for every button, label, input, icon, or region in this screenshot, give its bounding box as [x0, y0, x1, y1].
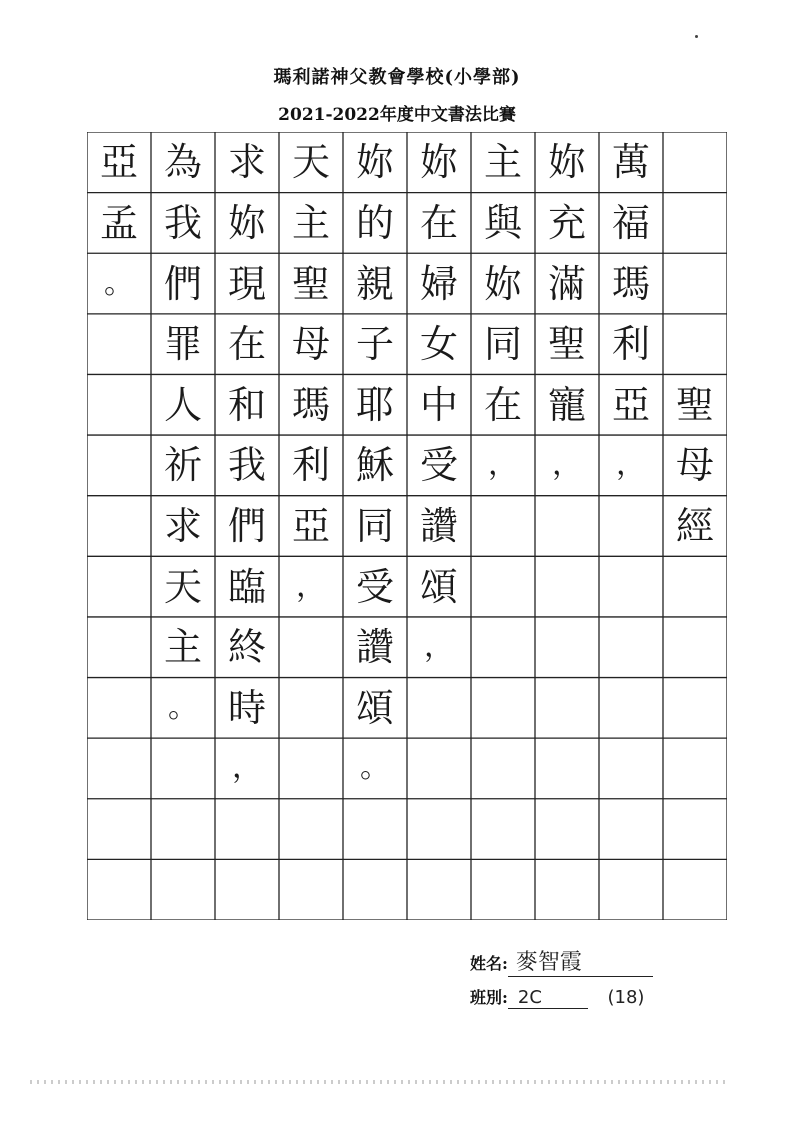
grid-character: 我	[227, 443, 266, 488]
grid-character: 母	[675, 443, 714, 488]
grid-character: 福	[611, 200, 650, 245]
grid-character: 天	[291, 140, 330, 185]
class-value: 2C	[517, 987, 542, 1008]
grid-character: 滿	[547, 261, 586, 306]
grid-character: 妳	[355, 140, 394, 185]
grid-character: 孟	[99, 200, 138, 245]
class-underline	[508, 987, 588, 1009]
grid-character: 人	[163, 382, 202, 427]
grid-character: 瑪	[291, 382, 330, 427]
grid-character: 。	[104, 265, 134, 301]
grid-character: 同	[483, 322, 522, 367]
grid-character: ，	[232, 750, 262, 786]
grid-character: ，	[488, 447, 518, 483]
grid-character: 女	[419, 322, 458, 367]
grid-character: 祈	[163, 443, 202, 488]
grid-character: 我	[163, 200, 202, 245]
grid-character: 寵	[547, 382, 586, 427]
grid-character: 同	[355, 503, 394, 548]
writing-grid	[87, 132, 727, 920]
class-row	[470, 985, 644, 1009]
grid-character: 瑪	[611, 261, 650, 306]
grid-character: 受	[419, 443, 458, 488]
grid-character: 聖	[291, 261, 330, 306]
grid-character: 亞	[99, 140, 138, 185]
grid-character: 聖	[675, 382, 714, 427]
grid-character: ，	[424, 629, 454, 665]
grid-character: 天	[163, 564, 202, 609]
grid-character: 們	[163, 261, 202, 306]
grid-character: 聖	[547, 322, 586, 367]
grid-character: 求	[163, 503, 202, 548]
grid-character: 終	[227, 625, 266, 670]
grid-character: 。	[168, 689, 198, 725]
grid-character: ，	[616, 447, 646, 483]
grid-character: 讚	[419, 503, 458, 548]
grid-character: 妳	[483, 261, 522, 306]
grid-character: 主	[163, 625, 202, 670]
grid-character: 的	[355, 200, 394, 245]
scan-speck	[695, 35, 698, 38]
grid-character: 妳	[227, 200, 266, 245]
grid-character: 讚	[355, 625, 394, 670]
grid-character: 頌	[419, 564, 458, 609]
grid-character: 充	[547, 200, 586, 245]
school-name: 瑪利諾神父教會學校(小學部)	[273, 67, 521, 88]
grid-character: 與	[483, 200, 522, 245]
grid-character: 利	[611, 322, 650, 367]
class-label: 班別:	[470, 988, 508, 1007]
grid-character: 利	[291, 443, 330, 488]
class-number: (18)	[607, 987, 645, 1008]
grid-character: 現	[227, 261, 266, 306]
grid-character: 母	[291, 322, 330, 367]
grid-character: 子	[355, 322, 394, 367]
grid-character: ，	[296, 568, 326, 604]
grid-character: 亞	[611, 382, 650, 427]
grid-character: 求	[227, 140, 266, 185]
grid-character: ，	[552, 447, 582, 483]
grid-character: 亞	[291, 503, 330, 548]
grid-character: 在	[419, 200, 458, 245]
grid-character: 經	[675, 503, 714, 548]
grid-character: 主	[483, 140, 522, 185]
grid-character: 萬	[611, 140, 650, 185]
grid-character: 婦	[419, 261, 458, 306]
name-value: 麥智霞	[515, 950, 582, 975]
name-row	[470, 945, 653, 977]
grid-character: 主	[291, 200, 330, 245]
grid-character: 罪	[163, 322, 202, 367]
grid-character: 在	[227, 322, 266, 367]
grid-character: 為	[163, 140, 202, 185]
name-underline	[508, 945, 653, 977]
grid-character: 們	[227, 503, 266, 548]
grid-character: 耶	[355, 382, 394, 427]
grid-character: 頌	[355, 685, 394, 730]
name-label: 姓名:	[470, 954, 508, 973]
grid-cells	[87, 132, 727, 920]
grid-character: 。	[360, 750, 390, 786]
grid-character: 時	[227, 685, 266, 730]
grid-character: 妳	[547, 140, 586, 185]
scan-noise	[30, 1080, 730, 1084]
grid-character: 中	[419, 382, 458, 427]
grid-character: 和	[227, 382, 266, 427]
grid-character: 臨	[227, 564, 266, 609]
grid-character: 妳	[419, 140, 458, 185]
grid-character: 親	[355, 261, 394, 306]
grid-character: 在	[483, 382, 522, 427]
grid-character: 穌	[355, 443, 394, 488]
grid-character: 受	[355, 564, 394, 609]
competition-title: 2021-2022年度中文書法比賽	[278, 105, 516, 125]
